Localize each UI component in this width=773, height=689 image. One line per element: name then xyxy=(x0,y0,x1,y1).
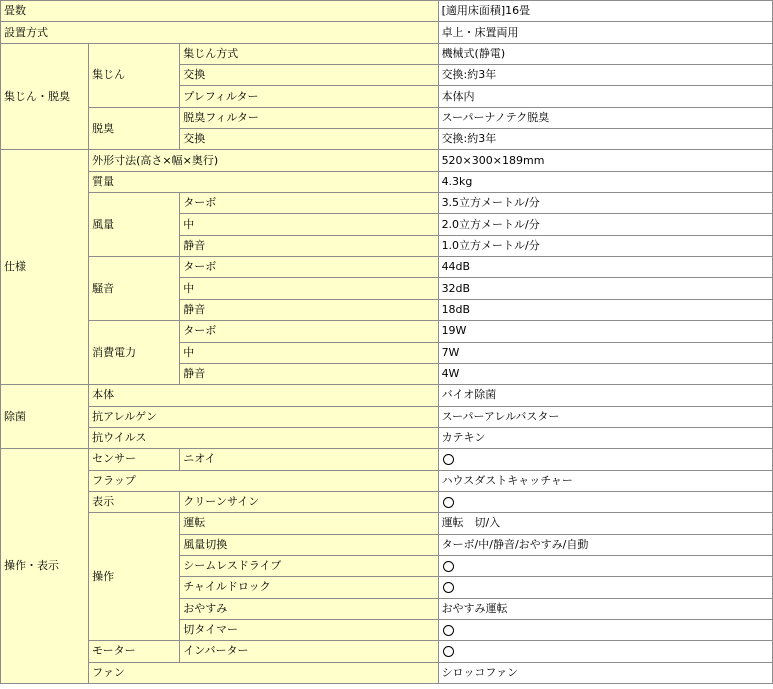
row-label-power-mid: 中 xyxy=(180,343,437,363)
group-label-sterilize: 除菌 xyxy=(1,385,88,448)
row-label-dust-replace: 交換 xyxy=(180,65,437,85)
row-sub-sensor: ニオイ xyxy=(180,449,437,469)
row-value-airflow-mid: 2.0立方メートル/分 xyxy=(439,214,772,234)
row-label-airflow-switch: 風量切換 xyxy=(180,535,437,555)
row-label-tatami: 畳数 xyxy=(1,1,438,21)
row-label-run: 運転 xyxy=(180,513,437,533)
row-value-airflow-turbo: 3.5立方メートル/分 xyxy=(439,193,772,213)
table-row xyxy=(1,513,772,533)
row-label-flap: フラップ xyxy=(89,471,437,491)
row-value-deodor-filter: スーパーナノテク脱臭 xyxy=(439,108,772,128)
row-label-off-timer: 切タイマー xyxy=(180,620,437,640)
row-value-dimensions: 520×300×189mm xyxy=(439,150,772,170)
row-label-power-quiet: 静音 xyxy=(180,364,437,384)
row-label-child-lock: チャイルドロック xyxy=(180,577,437,597)
row-label-dust-method: 集じん方式 xyxy=(180,44,437,64)
table-row xyxy=(1,257,772,277)
table-row xyxy=(1,385,772,405)
table-row xyxy=(1,428,772,448)
row-label-sterilize-body: 本体 xyxy=(89,385,437,405)
row-value-dust-replace: 交換:約3年 xyxy=(439,65,772,85)
table-row xyxy=(1,22,772,42)
row-value-virus: カテキン xyxy=(439,428,772,448)
row-label-fan: ファン xyxy=(89,663,437,683)
row-label-sensor: センサー xyxy=(89,449,179,469)
subgroup-label-deodor: 脱臭 xyxy=(89,108,179,150)
circle-mark-icon xyxy=(443,582,454,593)
table-row xyxy=(1,407,772,427)
row-label-seamless: シームレスドライブ xyxy=(180,556,437,576)
row-value-deodor-replace: 交換:約3年 xyxy=(439,129,772,149)
row-sub-display: クリーンサイン xyxy=(180,492,437,512)
row-label-install: 設置方式 xyxy=(1,22,438,42)
row-value-mass: 4.3kg xyxy=(439,172,772,192)
row-label-mass: 質量 xyxy=(89,172,437,192)
row-value-run: 運転 切/入 xyxy=(439,513,772,533)
row-label-dimensions: 外形寸法(高さ×幅×奥行) xyxy=(89,150,437,170)
table-row xyxy=(1,44,772,64)
table-row xyxy=(1,449,772,469)
row-value-dust-method: 機械式(静電) xyxy=(439,44,772,64)
row-label-motor: モーター xyxy=(89,641,179,661)
row-label-noise-mid: 中 xyxy=(180,278,437,298)
row-label-noise-quiet: 静音 xyxy=(180,300,437,320)
row-value-prefilter: 本体内 xyxy=(439,86,772,106)
subgroup-label-noise: 騒音 xyxy=(89,257,179,320)
row-label-allergen: 抗アレルゲン xyxy=(89,407,437,427)
row-label-display: 表示 xyxy=(89,492,179,512)
subgroup-label-dust: 集じん xyxy=(89,44,179,107)
row-value-airflow-switch: ターボ/中/静音/おやすみ/自動 xyxy=(439,535,772,555)
row-label-noise-turbo: ターボ xyxy=(180,257,437,277)
row-label-prefilter: プレフィルター xyxy=(180,86,437,106)
row-sub-motor: インバーター xyxy=(180,641,437,661)
row-value-tatami: [適用床面積]16畳 xyxy=(439,1,772,21)
table-row xyxy=(1,193,772,213)
row-label-deodor-filter: 脱臭フィルター xyxy=(180,108,437,128)
group-label-dust-deodor: 集じん・脱臭 xyxy=(1,44,88,150)
row-value-display xyxy=(439,492,772,512)
row-label-airflow-quiet: 静音 xyxy=(180,236,437,256)
row-value-noise-turbo: 44dB xyxy=(439,257,772,277)
row-label-deodor-replace: 交換 xyxy=(180,129,437,149)
subgroup-label-airflow: 風量 xyxy=(89,193,179,256)
row-value-airflow-quiet: 1.0立方メートル/分 xyxy=(439,236,772,256)
subgroup-label-control: 操作 xyxy=(89,513,179,640)
row-label-virus: 抗ウイルス xyxy=(89,428,437,448)
row-value-noise-mid: 32dB xyxy=(439,278,772,298)
row-value-sensor xyxy=(439,449,772,469)
row-value-child-lock xyxy=(439,577,772,597)
subgroup-label-power: 消費電力 xyxy=(89,321,179,384)
row-value-sleep: おやすみ運転 xyxy=(439,599,772,619)
table-row xyxy=(1,172,772,192)
row-label-power-turbo: ターボ xyxy=(180,321,437,341)
table-row xyxy=(1,1,772,21)
row-value-noise-quiet: 18dB xyxy=(439,300,772,320)
row-value-power-mid: 7W xyxy=(439,343,772,363)
group-label-operation: 操作・表示 xyxy=(1,449,88,683)
table-row xyxy=(1,150,772,170)
row-value-flap: ハウスダストキャッチャー xyxy=(439,471,772,491)
row-value-seamless xyxy=(439,556,772,576)
row-label-airflow-mid: 中 xyxy=(180,214,437,234)
circle-mark-icon xyxy=(443,497,454,508)
table-row xyxy=(1,108,772,128)
circle-mark-icon xyxy=(443,454,454,465)
row-value-fan: シロッコファン xyxy=(439,663,772,683)
table-row xyxy=(1,663,772,683)
row-label-airflow-turbo: ターボ xyxy=(180,193,437,213)
row-value-install: 卓上・床置両用 xyxy=(439,22,772,42)
row-value-motor xyxy=(439,641,772,661)
table-row xyxy=(1,492,772,512)
table-row xyxy=(1,641,772,661)
table-row xyxy=(1,471,772,491)
row-label-sleep: おやすみ xyxy=(180,599,437,619)
circle-mark-icon xyxy=(443,561,454,572)
row-value-power-turbo: 19W xyxy=(439,321,772,341)
circle-mark-icon xyxy=(443,625,454,636)
row-value-allergen: スーパーアレルバスター xyxy=(439,407,772,427)
table-row xyxy=(1,321,772,341)
circle-mark-icon xyxy=(443,646,454,657)
row-value-power-quiet: 4W xyxy=(439,364,772,384)
row-value-sterilize-body: バイオ除菌 xyxy=(439,385,772,405)
row-value-off-timer xyxy=(439,620,772,640)
group-label-spec: 仕様 xyxy=(1,150,88,384)
